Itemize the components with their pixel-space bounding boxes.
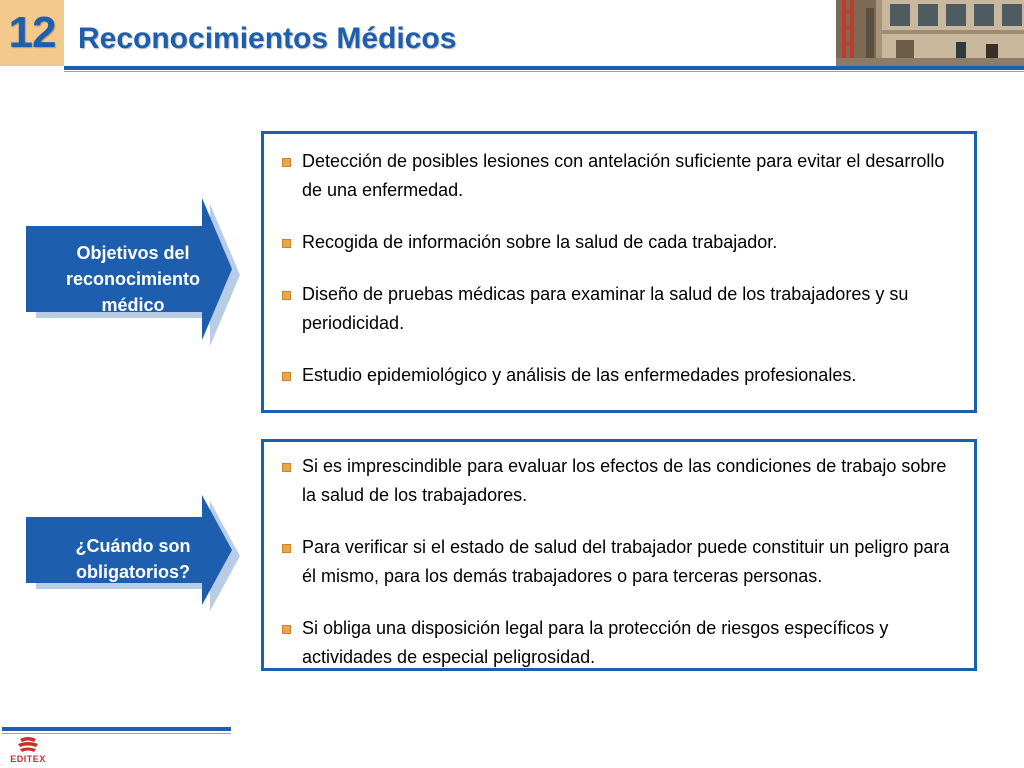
list-item [271, 280, 962, 338]
objectives-list [271, 147, 962, 390]
list-item-text: Detección de posibles lesiones con antelación suficiente para evitar el desarrollo de una enfermedad. [302, 151, 945, 200]
square-bullet-icon [282, 372, 291, 381]
chapter-badge [0, 0, 64, 66]
mandatory-panel [261, 439, 977, 671]
objectives-label-line: médico [101, 295, 165, 315]
mandatory-label [40, 533, 226, 585]
list-item-text: Diseño de pruebas médicas para examinar la salud de los trabajadores y su periodicidad. [302, 284, 909, 333]
header-photo [836, 0, 1024, 66]
square-bullet-icon [282, 158, 291, 167]
list-item-text: Estudio epidemiológico y análisis de las enfermedades profesionales. [302, 365, 857, 385]
list-item [271, 361, 962, 390]
list-item [271, 533, 962, 591]
list-item-text: Si obliga una disposición legal para la protección de riesgos específicos y actividades de especial peligrosidad. [302, 618, 889, 667]
objectives-arrow-label [26, 196, 241, 354]
mandatory-arrow-label [26, 495, 241, 617]
list-item-text: Para verificar si el estado de salud del trabajador puede constituir un peligro para él mismo, para los demás trabajadores o para terceras personas. [302, 537, 950, 586]
list-item-text: Si es imprescindible para evaluar los efectos de las condiciones de trabajo sobre la salud de los trabajadores. [302, 456, 947, 505]
mandatory-label-line: ¿Cuándo son [75, 536, 191, 556]
square-bullet-icon [282, 291, 291, 300]
mandatory-label-line: obligatorios? [76, 562, 190, 582]
footer-rule-thin [2, 733, 231, 734]
list-item [271, 614, 962, 672]
page-title: Reconocimientos Médicos [78, 22, 457, 55]
square-bullet-icon [282, 463, 291, 472]
header-rule [64, 66, 1024, 70]
list-item [271, 147, 962, 205]
header-rule-thin [64, 71, 1024, 72]
objectives-label-line: Objetivos del [76, 243, 190, 263]
square-bullet-icon [282, 625, 291, 634]
square-bullet-icon [282, 544, 291, 553]
footer-rule [2, 727, 231, 731]
list-item-text: Recogida de información sobre la salud de cada trabajador. [302, 232, 778, 252]
logo-text: EDITEX [10, 754, 46, 764]
mandatory-list [271, 452, 962, 672]
list-item [271, 228, 962, 257]
objectives-label [40, 240, 226, 318]
square-bullet-icon [282, 239, 291, 248]
editex-e-icon [6, 736, 50, 754]
objectives-label-line: reconocimiento [65, 269, 201, 289]
chapter-number: 12 [8, 8, 56, 57]
editex-logo [6, 736, 50, 766]
list-item [271, 452, 962, 510]
objectives-panel [261, 131, 977, 413]
